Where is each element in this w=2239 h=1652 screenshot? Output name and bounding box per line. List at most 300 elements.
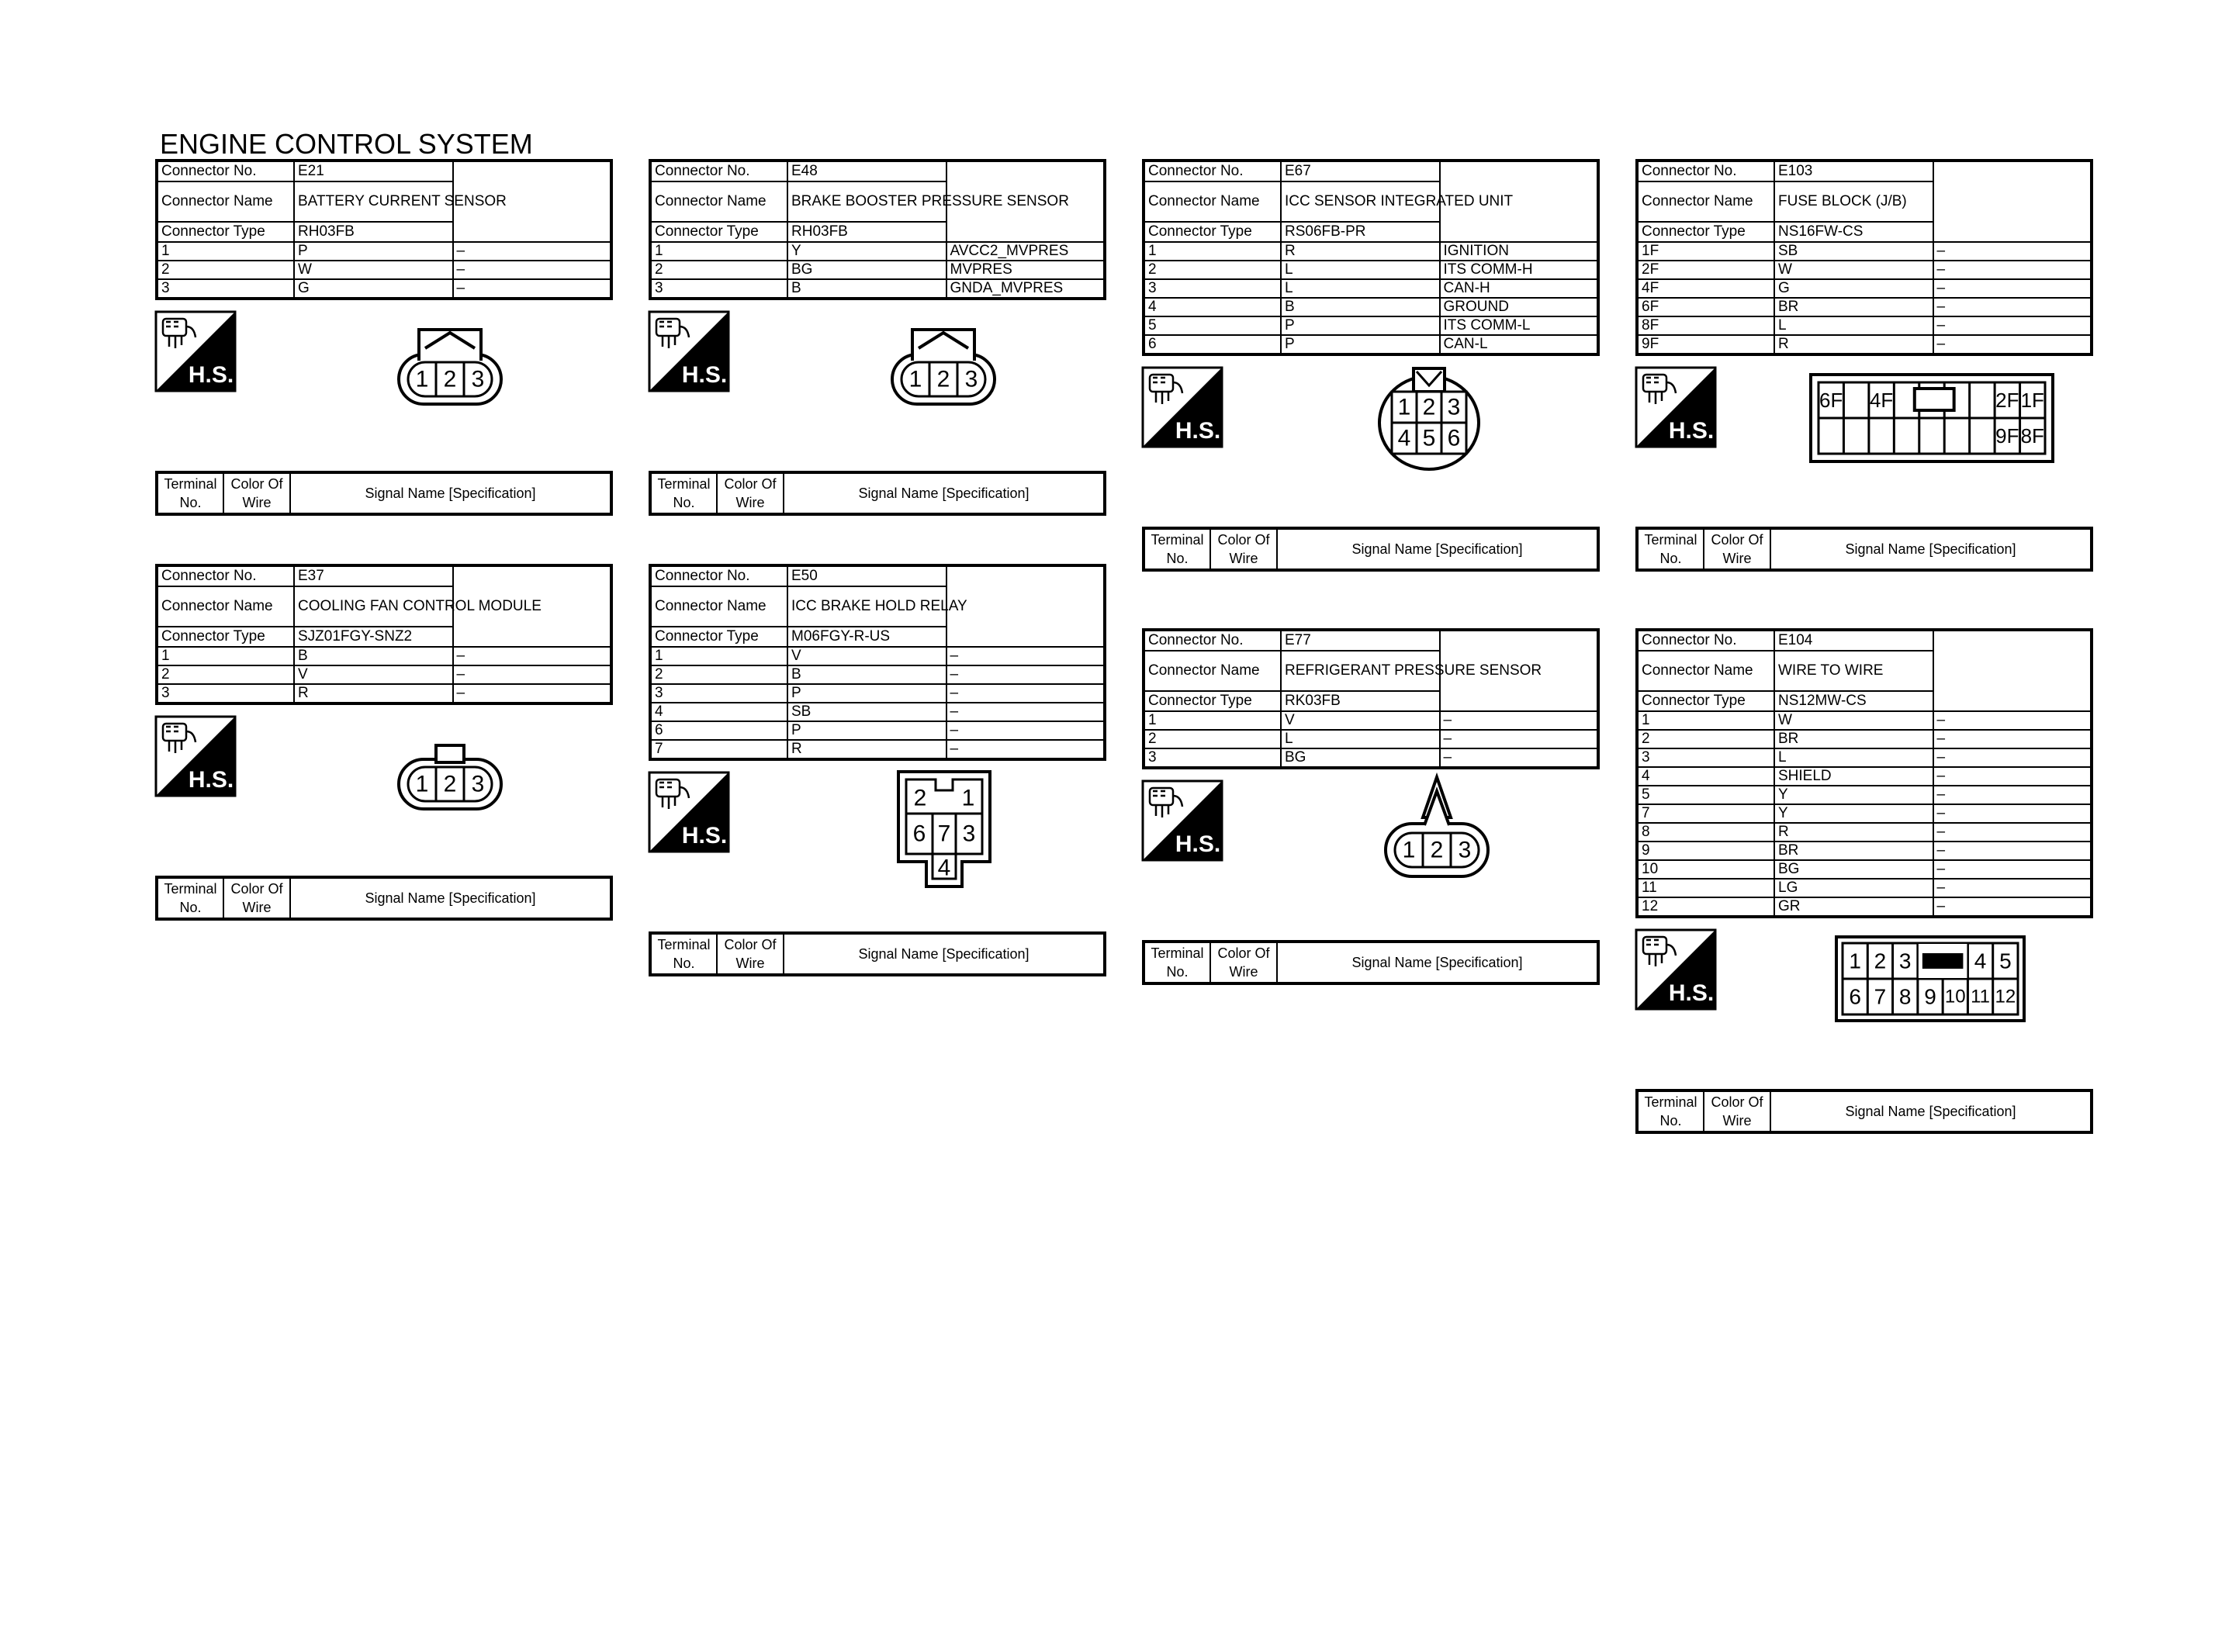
wire-color-cell: P	[787, 721, 946, 740]
connector-type-value: RK03FB	[1281, 691, 1440, 711]
terminal-table	[155, 471, 613, 516]
col-color-of-wire: Color Of Wire	[223, 877, 290, 919]
signal-name-cell: –	[1933, 748, 2092, 767]
signal-name-cell: ITS COMM-H	[1440, 261, 1599, 279]
connector-figure	[1142, 356, 1600, 527]
terminal-table	[649, 931, 1106, 976]
wire-color-cell: Y	[1774, 804, 1933, 823]
table-row	[157, 279, 611, 299]
signal-name-cell: –	[1933, 298, 2092, 316]
table-row	[1637, 711, 2092, 730]
connector-block-e103	[1635, 159, 2093, 572]
pin-label: 2	[443, 771, 457, 797]
table-row	[650, 684, 1105, 703]
connector-type-label: Connector Type	[157, 222, 294, 242]
terminal-no-cell: 1F	[1637, 242, 1774, 261]
wire-color-cell: G	[294, 279, 453, 299]
connector-figure	[1142, 769, 1600, 940]
connector-info-table	[1635, 628, 2093, 918]
wire-color-cell: P	[1281, 316, 1440, 335]
wire-color-cell: B	[787, 665, 946, 684]
col-color-of-wire: Color Of Wire	[717, 933, 784, 975]
signal-name-cell: –	[1933, 897, 2092, 917]
connector-block-e104	[1635, 628, 2093, 1134]
terminal-table	[1142, 940, 1600, 985]
col-color-of-wire: Color Of Wire	[1210, 528, 1277, 570]
pin-label: 5	[1422, 425, 1436, 451]
connector-figure	[649, 761, 1106, 931]
wire-color-cell: L	[1774, 748, 1933, 767]
connector-info-table	[649, 159, 1106, 300]
signal-name-cell: –	[1933, 767, 2092, 786]
pin-label: 9F	[1995, 424, 2019, 448]
signal-name-cell: –	[453, 242, 612, 261]
connector-figure	[649, 300, 1106, 471]
connector-no-value: E67	[1281, 161, 1440, 181]
connector-face-icon	[1383, 774, 1491, 883]
terminal-no-cell: 1	[1144, 711, 1281, 730]
signal-name-cell: –	[1933, 823, 2092, 842]
connector-no-value: E37	[294, 565, 453, 586]
col-signal-name: Signal Name [Specification]	[1277, 528, 1598, 570]
pin-label: 1F	[2020, 389, 2044, 412]
connector-face	[1833, 934, 2027, 1028]
col-color-of-wire: Color Of Wire	[1210, 942, 1277, 983]
signal-name-cell: GROUND	[1440, 298, 1599, 316]
signal-name-cell: GNDA_MVPRES	[946, 279, 1106, 299]
pin-label: 7	[937, 821, 951, 847]
harness-side-icon	[1635, 929, 1716, 1010]
signal-name-cell: –	[1440, 711, 1599, 730]
terminal-table	[155, 876, 613, 921]
col-terminal-no: Terminal No.	[1637, 1090, 1704, 1132]
connector-block-e21	[155, 159, 613, 516]
col-signal-name: Signal Name [Specification]	[290, 472, 611, 514]
table-row	[1144, 316, 1598, 335]
connector-name-label: Connector Name	[650, 181, 787, 222]
signal-name-cell: AVCC2_MVPRES	[946, 242, 1106, 261]
terminal-no-cell: 8F	[1637, 316, 1774, 335]
connector-info-table	[155, 159, 613, 300]
pin-label: 3	[471, 771, 485, 797]
pin-label: 2	[443, 366, 457, 392]
wire-color-cell: L	[1774, 316, 1933, 335]
signal-name-cell: MVPRES	[946, 261, 1106, 279]
svg-text:H.S.: H.S.	[681, 362, 728, 388]
table-row	[1637, 298, 2092, 316]
svg-text:H.S.: H.S.	[681, 823, 728, 848]
signal-name-cell: –	[1933, 711, 2092, 730]
svg-text:H.S.: H.S.	[1668, 980, 1715, 1006]
terminal-no-cell: 1	[650, 647, 787, 665]
pin-label: 8	[1898, 984, 1912, 1009]
terminal-table	[1635, 1089, 2093, 1134]
pin-label: 1	[908, 366, 922, 392]
connector-face	[894, 769, 995, 897]
wire-color-cell: V	[294, 665, 453, 684]
connector-name-label: Connector Name	[157, 181, 294, 222]
signal-name-cell: –	[946, 684, 1106, 703]
wire-color-cell: P	[1281, 335, 1440, 354]
col-signal-name: Signal Name [Specification]	[784, 933, 1105, 975]
table-row	[1637, 879, 2092, 897]
table-row	[1144, 298, 1598, 316]
table-row	[1637, 730, 2092, 748]
harness-side-icon	[1635, 367, 1716, 448]
connector-no-value: E50	[787, 565, 946, 586]
pin-label: 1	[415, 366, 429, 392]
signal-name-cell: –	[1933, 279, 2092, 298]
connector-no-label: Connector No.	[1637, 630, 1774, 651]
col-signal-name: Signal Name [Specification]	[290, 877, 611, 919]
terminal-no-cell: 2	[157, 665, 294, 684]
table-row	[1637, 279, 2092, 298]
table-row	[1144, 335, 1598, 354]
col-terminal-no: Terminal No.	[1144, 942, 1210, 983]
terminal-no-cell: 1	[650, 242, 787, 261]
connector-name-label: Connector Name	[650, 586, 787, 627]
wire-color-cell: R	[294, 684, 453, 703]
svg-text:H.S.: H.S.	[1175, 831, 1221, 857]
svg-text:H.S.: H.S.	[188, 362, 234, 388]
signal-name-cell: CAN-H	[1440, 279, 1599, 298]
connector-block-e37	[155, 564, 613, 921]
pin-label: 4	[937, 855, 951, 881]
connector-type-value: RH03FB	[294, 222, 453, 242]
table-row	[1637, 897, 2092, 917]
wire-color-cell: V	[787, 647, 946, 665]
pin-label: 8F	[2020, 424, 2044, 448]
wire-color-cell: BG	[1774, 860, 1933, 879]
svg-text:H.S.: H.S.	[1668, 418, 1715, 444]
connector-face-icon	[1833, 934, 2027, 1024]
terminal-no-cell: 2	[1637, 730, 1774, 748]
connector-face-icon	[894, 769, 995, 893]
table-row	[1637, 786, 2092, 804]
harness-side-icon	[1142, 367, 1223, 448]
harness-side-icon	[155, 716, 236, 797]
connector-name-value: FUSE BLOCK (J/B)	[1774, 181, 1933, 222]
connector-face	[889, 316, 998, 413]
connector-face	[396, 721, 504, 817]
pin-label: 1	[961, 785, 975, 811]
table-row	[1144, 730, 1598, 748]
connector-no-label: Connector No.	[1144, 161, 1281, 181]
connector-name-label: Connector Name	[157, 586, 294, 627]
table-row	[1144, 711, 1598, 730]
terminal-no-cell: 6	[1144, 335, 1281, 354]
terminal-no-cell: 5	[1637, 786, 1774, 804]
connector-info-table	[1142, 159, 1600, 356]
wire-color-cell: B	[294, 647, 453, 665]
terminal-no-cell: 1	[157, 242, 294, 261]
signal-name-cell: –	[1933, 335, 2092, 354]
connector-info-table	[649, 564, 1106, 761]
pin-label: 2	[1422, 394, 1436, 420]
signal-name-cell: –	[946, 703, 1106, 721]
pin-label: 2	[1430, 837, 1444, 863]
wire-color-cell: BG	[787, 261, 946, 279]
pin-label: 3	[1447, 394, 1461, 420]
wire-color-cell: Y	[1774, 786, 1933, 804]
connector-face-icon	[889, 316, 998, 409]
col-signal-name: Signal Name [Specification]	[1770, 1090, 2092, 1132]
table-row	[650, 740, 1105, 759]
connector-type-label: Connector Type	[650, 627, 787, 647]
connector-no-value: E48	[787, 161, 946, 181]
signal-name-cell: –	[946, 665, 1106, 684]
col-terminal-no: Terminal No.	[650, 472, 717, 514]
pin-label: 2	[1874, 949, 1887, 973]
terminal-no-cell: 1	[1144, 242, 1281, 261]
terminal-no-cell: 3	[1144, 748, 1281, 768]
terminal-no-cell: 10	[1637, 860, 1774, 879]
wire-color-cell: GR	[1774, 897, 1933, 917]
connector-face-icon	[396, 316, 504, 409]
signal-name-cell: –	[946, 740, 1106, 759]
connector-type-label: Connector Type	[1144, 691, 1281, 711]
col-terminal-no: Terminal No.	[1637, 528, 1704, 570]
pin-label: 6F	[1819, 389, 1843, 412]
col-color-of-wire: Color Of Wire	[1704, 1090, 1770, 1132]
signal-name-cell: –	[1933, 860, 2092, 879]
signal-name-cell: –	[453, 261, 612, 279]
connector-name-value: ICC SENSOR INTEGRATED UNIT	[1281, 181, 1440, 222]
terminal-no-cell: 3	[1144, 279, 1281, 298]
signal-name-cell: –	[1933, 261, 2092, 279]
connector-name-value: WIRE TO WIRE	[1774, 651, 1933, 691]
terminal-no-cell: 1	[157, 647, 294, 665]
connector-info-table	[1635, 159, 2093, 356]
wire-color-cell: SHIELD	[1774, 767, 1933, 786]
connector-face	[1808, 372, 2056, 468]
col-terminal-no: Terminal No.	[1144, 528, 1210, 570]
pin-label: 3	[964, 366, 978, 392]
table-row	[1637, 842, 2092, 860]
connector-block-e50	[649, 564, 1106, 976]
wire-color-cell: R	[1281, 242, 1440, 261]
signal-name-cell: –	[453, 647, 612, 665]
connector-name-value: COOLING FAN CONTROL MODULE	[294, 586, 453, 627]
connector-no-label: Connector No.	[650, 161, 787, 181]
connector-type-value: NS16FW-CS	[1774, 222, 1933, 242]
signal-name-cell: –	[1933, 842, 2092, 860]
wire-color-cell: W	[294, 261, 453, 279]
table-row	[650, 279, 1105, 299]
signal-name-cell: –	[1933, 730, 2092, 748]
pin-label: 4F	[1869, 389, 1894, 412]
page-title: ENGINE CONTROL SYSTEM	[160, 128, 533, 160]
connector-figure	[1635, 918, 2093, 1089]
signal-name-cell: –	[1933, 316, 2092, 335]
table-row	[1144, 748, 1598, 768]
pin-label: 2	[936, 366, 950, 392]
signal-name-cell: CAN-L	[1440, 335, 1599, 354]
wire-color-cell: BG	[1281, 748, 1440, 768]
connector-type-label: Connector Type	[650, 222, 787, 242]
table-row	[1637, 242, 2092, 261]
signal-name-cell: –	[946, 721, 1106, 740]
connector-no-value: E103	[1774, 161, 1933, 181]
terminal-table	[1635, 527, 2093, 572]
terminal-no-cell: 2	[1144, 730, 1281, 748]
svg-text:H.S.: H.S.	[1175, 418, 1221, 444]
terminal-no-cell: 11	[1637, 879, 1774, 897]
table-row	[1144, 242, 1598, 261]
pin-label: 6	[1849, 984, 1861, 1009]
connector-face	[1375, 364, 1483, 476]
connector-block-e77	[1142, 628, 1600, 985]
terminal-no-cell: 2F	[1637, 261, 1774, 279]
pin-label: 3	[1458, 837, 1472, 863]
signal-name-cell: –	[1933, 879, 2092, 897]
terminal-no-cell: 7	[1637, 804, 1774, 823]
wire-color-cell: B	[787, 279, 946, 299]
wire-color-cell: BR	[1774, 730, 1933, 748]
terminal-no-cell: 6F	[1637, 298, 1774, 316]
table-row	[1637, 335, 2092, 354]
connector-face	[1383, 774, 1491, 886]
connector-name-value: BRAKE BOOSTER PRESSURE SENSOR	[787, 181, 946, 222]
pin-label: 4	[1974, 949, 1987, 973]
connector-name-label: Connector Name	[1637, 181, 1774, 222]
table-row	[1637, 261, 2092, 279]
table-row	[157, 665, 611, 684]
wire-color-cell: SB	[1774, 242, 1933, 261]
table-row	[650, 703, 1105, 721]
signal-name-cell: ITS COMM-L	[1440, 316, 1599, 335]
wire-color-cell: L	[1281, 261, 1440, 279]
wire-color-cell: L	[1281, 279, 1440, 298]
connector-face	[396, 316, 504, 413]
connector-name-label: Connector Name	[1144, 181, 1281, 222]
pin-label: 3	[962, 821, 976, 847]
terminal-no-cell: 3	[157, 279, 294, 299]
terminal-table	[1142, 527, 1600, 572]
connector-name-value: BATTERY CURRENT SENSOR	[294, 181, 453, 222]
terminal-no-cell: 2	[650, 665, 787, 684]
signal-name-cell: IGNITION	[1440, 242, 1599, 261]
connector-block-e67	[1142, 159, 1600, 572]
connector-figure	[155, 300, 613, 471]
connector-figure	[155, 705, 613, 876]
signal-name-cell: –	[453, 665, 612, 684]
wire-color-cell: R	[1774, 335, 1933, 354]
wire-color-cell: Y	[787, 242, 946, 261]
connector-no-value: E21	[294, 161, 453, 181]
harness-side-icon	[1142, 780, 1223, 861]
connector-face-icon	[396, 721, 504, 814]
harness-side-icon	[649, 311, 729, 392]
pin-label: 6	[912, 821, 926, 847]
table-row	[650, 261, 1105, 279]
wire-color-cell: B	[1281, 298, 1440, 316]
terminal-no-cell: 4	[1144, 298, 1281, 316]
connector-name-value: REFRIGERANT PRESSURE SENSOR	[1281, 651, 1440, 691]
harness-side-icon	[155, 311, 236, 392]
terminal-no-cell: 9F	[1637, 335, 1774, 354]
pin-label: 2F	[1995, 389, 2019, 412]
connector-face-icon	[1375, 364, 1483, 472]
wire-color-cell: BR	[1774, 842, 1933, 860]
pin-label: 3	[471, 366, 485, 392]
table-row	[1144, 279, 1598, 298]
col-terminal-no: Terminal No.	[650, 933, 717, 975]
pin-label: 1	[1402, 837, 1416, 863]
pin-label: 5	[1999, 949, 2012, 973]
connector-type-value: M06FGY-R-US	[787, 627, 946, 647]
wire-color-cell: R	[787, 740, 946, 759]
signal-name-cell: –	[1933, 804, 2092, 823]
terminal-no-cell: 3	[650, 684, 787, 703]
table-row	[157, 647, 611, 665]
connector-name-label: Connector Name	[1144, 651, 1281, 691]
connector-no-value: E77	[1281, 630, 1440, 651]
pin-label: 7	[1874, 984, 1887, 1009]
terminal-no-cell: 2	[157, 261, 294, 279]
terminal-no-cell: 3	[1637, 748, 1774, 767]
terminal-no-cell: 4	[1637, 767, 1774, 786]
col-terminal-no: Terminal No.	[157, 472, 223, 514]
col-signal-name: Signal Name [Specification]	[784, 472, 1105, 514]
pin-label: 6	[1447, 425, 1461, 451]
table-row	[650, 721, 1105, 740]
connector-name-value: ICC BRAKE HOLD RELAY	[787, 586, 946, 627]
signal-name-cell: –	[1440, 730, 1599, 748]
pin-label: 4	[1397, 425, 1411, 451]
pin-label: 12	[1995, 986, 2016, 1007]
table-row	[1637, 860, 2092, 879]
connector-type-value: RS06FB-PR	[1281, 222, 1440, 242]
terminal-no-cell: 4	[650, 703, 787, 721]
col-color-of-wire: Color Of Wire	[1704, 528, 1770, 570]
table-row	[1637, 316, 2092, 335]
connector-type-label: Connector Type	[157, 627, 294, 647]
connector-info-table	[155, 564, 613, 705]
harness-side-icon	[649, 772, 729, 852]
connector-type-label: Connector Type	[1144, 222, 1281, 242]
col-color-of-wire: Color Of Wire	[717, 472, 784, 514]
table-row	[1637, 767, 2092, 786]
terminal-no-cell: 3	[157, 684, 294, 703]
wire-color-cell: W	[1774, 261, 1933, 279]
connector-no-label: Connector No.	[157, 565, 294, 586]
col-signal-name: Signal Name [Specification]	[1277, 942, 1598, 983]
terminal-no-cell: 2	[650, 261, 787, 279]
table-row	[1144, 261, 1598, 279]
connector-no-label: Connector No.	[1144, 630, 1281, 651]
col-terminal-no: Terminal No.	[157, 877, 223, 919]
wire-color-cell: P	[294, 242, 453, 261]
table-row	[1637, 748, 2092, 767]
signal-name-cell: –	[453, 684, 612, 703]
pin-label: 11	[1971, 986, 1991, 1007]
terminal-no-cell: 5	[1144, 316, 1281, 335]
pin-label: 1	[1397, 394, 1411, 420]
connector-info-table	[1142, 628, 1600, 769]
wire-color-cell: V	[1281, 711, 1440, 730]
pin-label: 1	[415, 771, 429, 797]
pin-label: 10	[1944, 986, 1966, 1007]
connector-no-label: Connector No.	[157, 161, 294, 181]
connector-face-icon	[1808, 372, 2056, 465]
svg-text:H.S.: H.S.	[188, 767, 234, 793]
table-row	[650, 647, 1105, 665]
pin-label: 2	[913, 785, 927, 811]
wire-color-cell: W	[1774, 711, 1933, 730]
connector-figure	[1635, 356, 2093, 527]
connector-no-label: Connector No.	[650, 565, 787, 586]
